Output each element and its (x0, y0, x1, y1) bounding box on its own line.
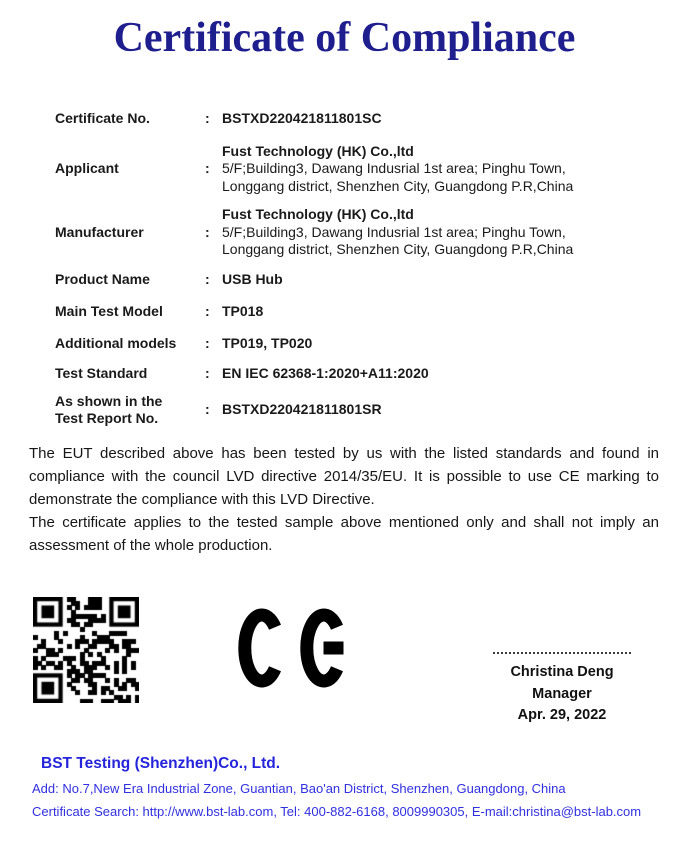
manufacturer-label: Manufacturer (55, 223, 144, 240)
test-report-no-value: BSTXD220421811801SR (222, 401, 382, 418)
field-additional-models (55, 335, 653, 353)
product-name-label: Product Name (55, 270, 150, 287)
test-report-no-label-line2: Test Report No. (55, 410, 159, 426)
footer (32, 755, 669, 818)
additional-models-value: TP019, TP020 (222, 334, 313, 351)
colon: : (205, 334, 210, 351)
applicant-value (222, 143, 653, 196)
test-standard-label: Test Standard (55, 365, 148, 381)
manufacturer-company: Fust Technology (HK) Co.,ltd (222, 206, 414, 222)
main-test-model-value: TP018 (222, 303, 264, 319)
test-report-no-label-line1: As shown in the (55, 392, 163, 409)
body-paragraph-2: The certificate applies to the tested sample above mentioned only and shall not imply an assessment of the whole production. (29, 514, 659, 554)
certificate-no-value: BSTXD220421811801SC (222, 110, 382, 126)
signature-line (493, 650, 631, 654)
colon: : (205, 303, 210, 319)
field-product-name (55, 271, 653, 289)
applicant-address-line1: 5/F;Building3, Dawang Indusrial 1st area; Pinghu Town, (222, 160, 566, 176)
manufacturer-value (222, 206, 653, 259)
colon: : (205, 110, 210, 126)
manufacturer-address-line2: Longgang district, Shenzhen City, Guangdong P.R,China (222, 241, 574, 257)
footer-contact: Certificate Search: http://www.bst-lab.com, Tel: 400-882-6168, 8009990305, E-mail:christina@bst-lab.com (32, 804, 642, 819)
field-applicant (55, 143, 653, 196)
footer-address: Add: No.7,New Era Industrial Zone, Guantian, Bao'an District, Shenzhen, Guangdong, China (32, 781, 566, 796)
colon: : (205, 401, 210, 418)
footer-company-name: BST Testing (Shenzhen)Co., Ltd. (41, 755, 281, 772)
test-report-no-label (55, 393, 205, 428)
additional-models-label: Additional models (55, 334, 177, 351)
test-standard-value: EN IEC 62368-1:2020+A11:2020 (222, 365, 429, 381)
field-certificate-no (55, 110, 653, 128)
colon: : (205, 365, 210, 381)
signature-date: Apr. 29, 2022 (517, 707, 607, 723)
certificate-fields (55, 110, 653, 428)
colon: : (205, 223, 210, 240)
certificate-title: Certificate of Compliance (113, 15, 576, 61)
signature-block (470, 650, 654, 727)
manufacturer-address-line1: 5/F;Building3, Dawang Indusrial 1st area; Pinghu Town, (222, 223, 566, 240)
signatory-title: Manager (532, 685, 592, 702)
product-name-value: USB Hub (222, 270, 283, 287)
applicant-label: Applicant (55, 160, 119, 176)
body-paragraph-1: The EUT described above has been tested by us with the listed standards and found in compliance with the council LVD directive 2014/35/EU. It is possible to use CE marking to demonstrate the compliance with this LVD Directive. (29, 445, 659, 508)
colon: : (205, 160, 210, 176)
field-test-standard (55, 365, 653, 383)
qr-code (33, 597, 139, 703)
signatory-name: Christina Deng (510, 664, 614, 680)
field-test-report-no (55, 393, 653, 428)
field-main-test-model (55, 303, 653, 321)
certificate-body (29, 442, 659, 557)
field-manufacturer (55, 206, 653, 259)
ce-mark-icon (238, 608, 344, 688)
main-test-model-label: Main Test Model (55, 303, 163, 319)
applicant-company: Fust Technology (HK) Co.,ltd (222, 142, 414, 159)
applicant-address-line2: Longgang district, Shenzhen City, Guangdong P.R,China (222, 177, 574, 194)
colon: : (205, 270, 210, 287)
certificate-no-label: Certificate No. (55, 110, 150, 126)
